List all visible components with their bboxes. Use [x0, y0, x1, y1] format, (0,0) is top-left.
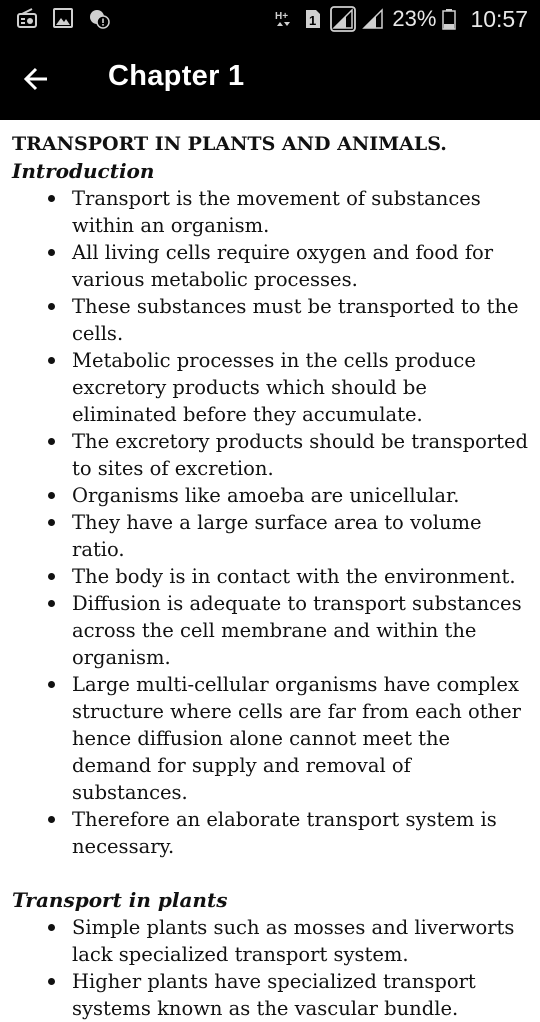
bullet-list: [12, 914, 532, 1022]
page-title: Chapter 1: [108, 60, 245, 92]
wifi-calling-signal-icon: [330, 6, 356, 32]
battery-icon: [442, 8, 456, 30]
list-item: Large multi-cellular organisms have complex structure where cells are far from each other hence diffusion alone cannot meet the demand for supply and removal of substances.: [12, 671, 532, 806]
back-button[interactable]: [16, 59, 56, 99]
list-item: Simple plants such as mosses and liverworts lack specialized transport system.: [12, 914, 532, 968]
app-bar: [0, 38, 540, 120]
list-item: Metabolic processes in the cells produce excretory products which should be eliminated before they accumulate.: [12, 347, 532, 428]
system-icons: [274, 4, 528, 34]
list-item: Transport is the movement of substances within an organism.: [12, 185, 532, 239]
data-saver-alert-icon: [88, 7, 110, 29]
list-item: These substances must be transported to the cells.: [12, 293, 532, 347]
image-icon: [52, 7, 74, 29]
battery-percent: 23%: [392, 6, 437, 31]
radio-icon: [16, 7, 38, 29]
list-item: Higher plants have specialized transport systems known as the vascular bundle.: [12, 968, 532, 1022]
list-item: They have a large surface area to volume ratio.: [12, 509, 532, 563]
list-item: Therefore an elaborate transport system is necessary.: [12, 806, 532, 860]
status-bar: [0, 0, 540, 38]
bullet-list: [12, 185, 532, 860]
chapter-content: [12, 131, 532, 1022]
list-item: The body is in contact with the environment.: [12, 563, 532, 590]
sim-slot-label: 1: [309, 13, 317, 28]
section-title: Introduction: [12, 159, 155, 183]
sim-card-icon: [302, 8, 324, 30]
network-type-icon: [274, 8, 296, 30]
arrow-back-icon: [22, 65, 50, 93]
list-item: All living cells require oxygen and food for various metabolic processes.: [12, 239, 532, 293]
clock: 10:57: [470, 5, 528, 32]
network-type-label: H+: [275, 11, 289, 22]
section-title: Transport in plants: [12, 888, 228, 912]
list-item: Diffusion is adequate to transport substances across the cell membrane and within the organism.: [12, 590, 532, 671]
cell-signal-icon: [362, 8, 384, 30]
notification-icons: [16, 7, 110, 29]
list-item: The excretory products should be transported to sites of excretion.: [12, 428, 532, 482]
list-item: Organisms like amoeba are unicellular.: [12, 482, 532, 509]
chapter-heading: TRANSPORT IN PLANTS AND ANIMALS.: [12, 133, 447, 155]
section-spacer: [12, 860, 532, 887]
